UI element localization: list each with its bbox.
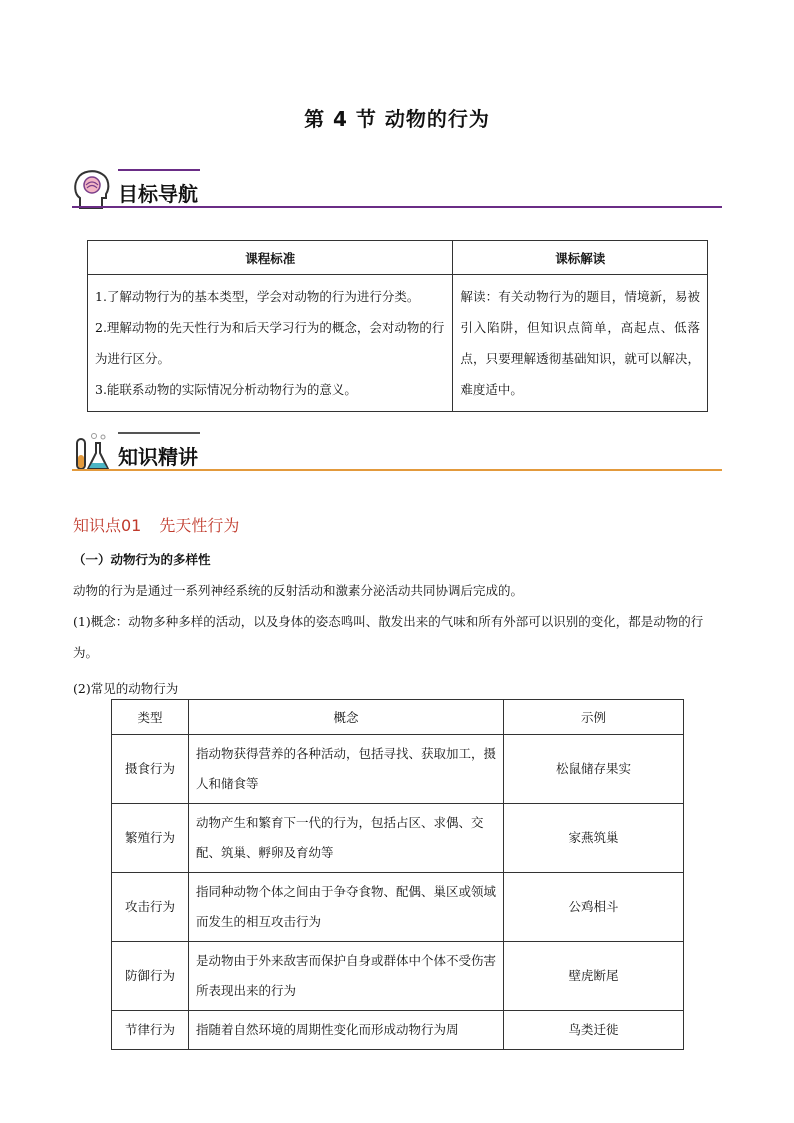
- standard-item: 3.能联系动物的实际情况分析动物行为的意义。: [95, 382, 357, 397]
- knowledge-point-number: 知识点01: [73, 516, 142, 535]
- subsection-title: （一）动物行为的多样性: [73, 552, 211, 567]
- knowledge-point-title: [73, 513, 257, 536]
- header-example: 示例: [504, 700, 684, 735]
- table-row: [112, 735, 684, 804]
- behavior-table: [111, 699, 684, 1050]
- behavior-example: 公鸡相斗: [504, 873, 684, 942]
- interpretation-cell: 解读：有关动物行为的题目，情境新，易被引入陷阱，但知识点简单，高起点、低落点，只要理解透彻基础知识，就可以解决，难度适中。: [453, 275, 708, 412]
- goal-table: [87, 240, 708, 412]
- behavior-example: 鸟类迁徙: [504, 1011, 684, 1050]
- standard-item: 2.理解动物的先天性行为和后天学习行为的概念，会对动物的行为进行区分。: [95, 320, 445, 366]
- nav-top-rule: [118, 169, 200, 171]
- table-row: [112, 804, 684, 873]
- behavior-concept: 动物产生和繁育下一代的行为，包括占区、求偶、交配、筑巢、孵卵及育幼等: [189, 804, 504, 873]
- section-title-knowledge: 知识精讲: [118, 445, 198, 469]
- behavior-example: 松鼠储存果实: [504, 735, 684, 804]
- section-title-nav: 目标导航: [118, 182, 198, 206]
- goal-table-header: [88, 241, 708, 275]
- behavior-type: 防御行为: [112, 942, 189, 1011]
- header-type: 类型: [112, 700, 189, 735]
- behavior-concept: 指同种动物个体之间由于争夺食物、配偶、巢区或领域而发生的相互攻击行为: [189, 873, 504, 942]
- behavior-example: 家燕筑巢: [504, 804, 684, 873]
- behavior-type: 繁殖行为: [112, 804, 189, 873]
- standards-cell: [88, 275, 453, 412]
- knowledge-point-name: 先天性行为: [159, 516, 240, 535]
- behavior-concept: 是动物由于外来敌害而保护自身或群体中个体不受伤害所表现出来的行为: [189, 942, 504, 1011]
- behavior-type: 摄食行为: [112, 735, 189, 804]
- knowledge-top-rule: [118, 432, 200, 434]
- header-concept: 概念: [189, 700, 504, 735]
- table-row: [112, 942, 684, 1011]
- goal-header-standard: 课程标准: [88, 241, 453, 275]
- section-header-knowledge: [72, 431, 722, 479]
- paragraph: 动物的行为是通过一系列神经系统的反射活动和激素分泌活动共同协调后完成的。: [73, 583, 524, 598]
- table-row: [112, 1011, 684, 1050]
- goal-table-row: [88, 275, 708, 412]
- page-title: 第 4 节 动物的行为: [304, 107, 490, 131]
- behavior-type: 节律行为: [112, 1011, 189, 1050]
- paragraph: (2)常见的动物行为: [73, 681, 179, 696]
- knowledge-bottom-rule: [72, 469, 722, 471]
- table-row: [112, 873, 684, 942]
- section-header-nav: [72, 168, 722, 216]
- behavior-concept: 指随着自然环境的周期性变化而形成动物行为周: [189, 1011, 504, 1050]
- behavior-concept: 指动物获得营养的各种活动，包括寻找、获取加工，摄人和储食等: [189, 735, 504, 804]
- paragraph: (1)概念：动物多种多样的活动，以及身体的姿态鸣叫、散发出来的气味和所有外部可以识别的变化，都是动物的行为。: [73, 614, 704, 660]
- nav-bottom-rule: [72, 206, 722, 208]
- behavior-type: 攻击行为: [112, 873, 189, 942]
- behavior-table-header: [112, 700, 684, 735]
- behavior-example: 壁虎断尾: [504, 942, 684, 1011]
- goal-header-interpretation: 课标解读: [453, 241, 708, 275]
- standard-item: 1.了解动物行为的基本类型，学会对动物的行为进行分类。: [95, 289, 420, 304]
